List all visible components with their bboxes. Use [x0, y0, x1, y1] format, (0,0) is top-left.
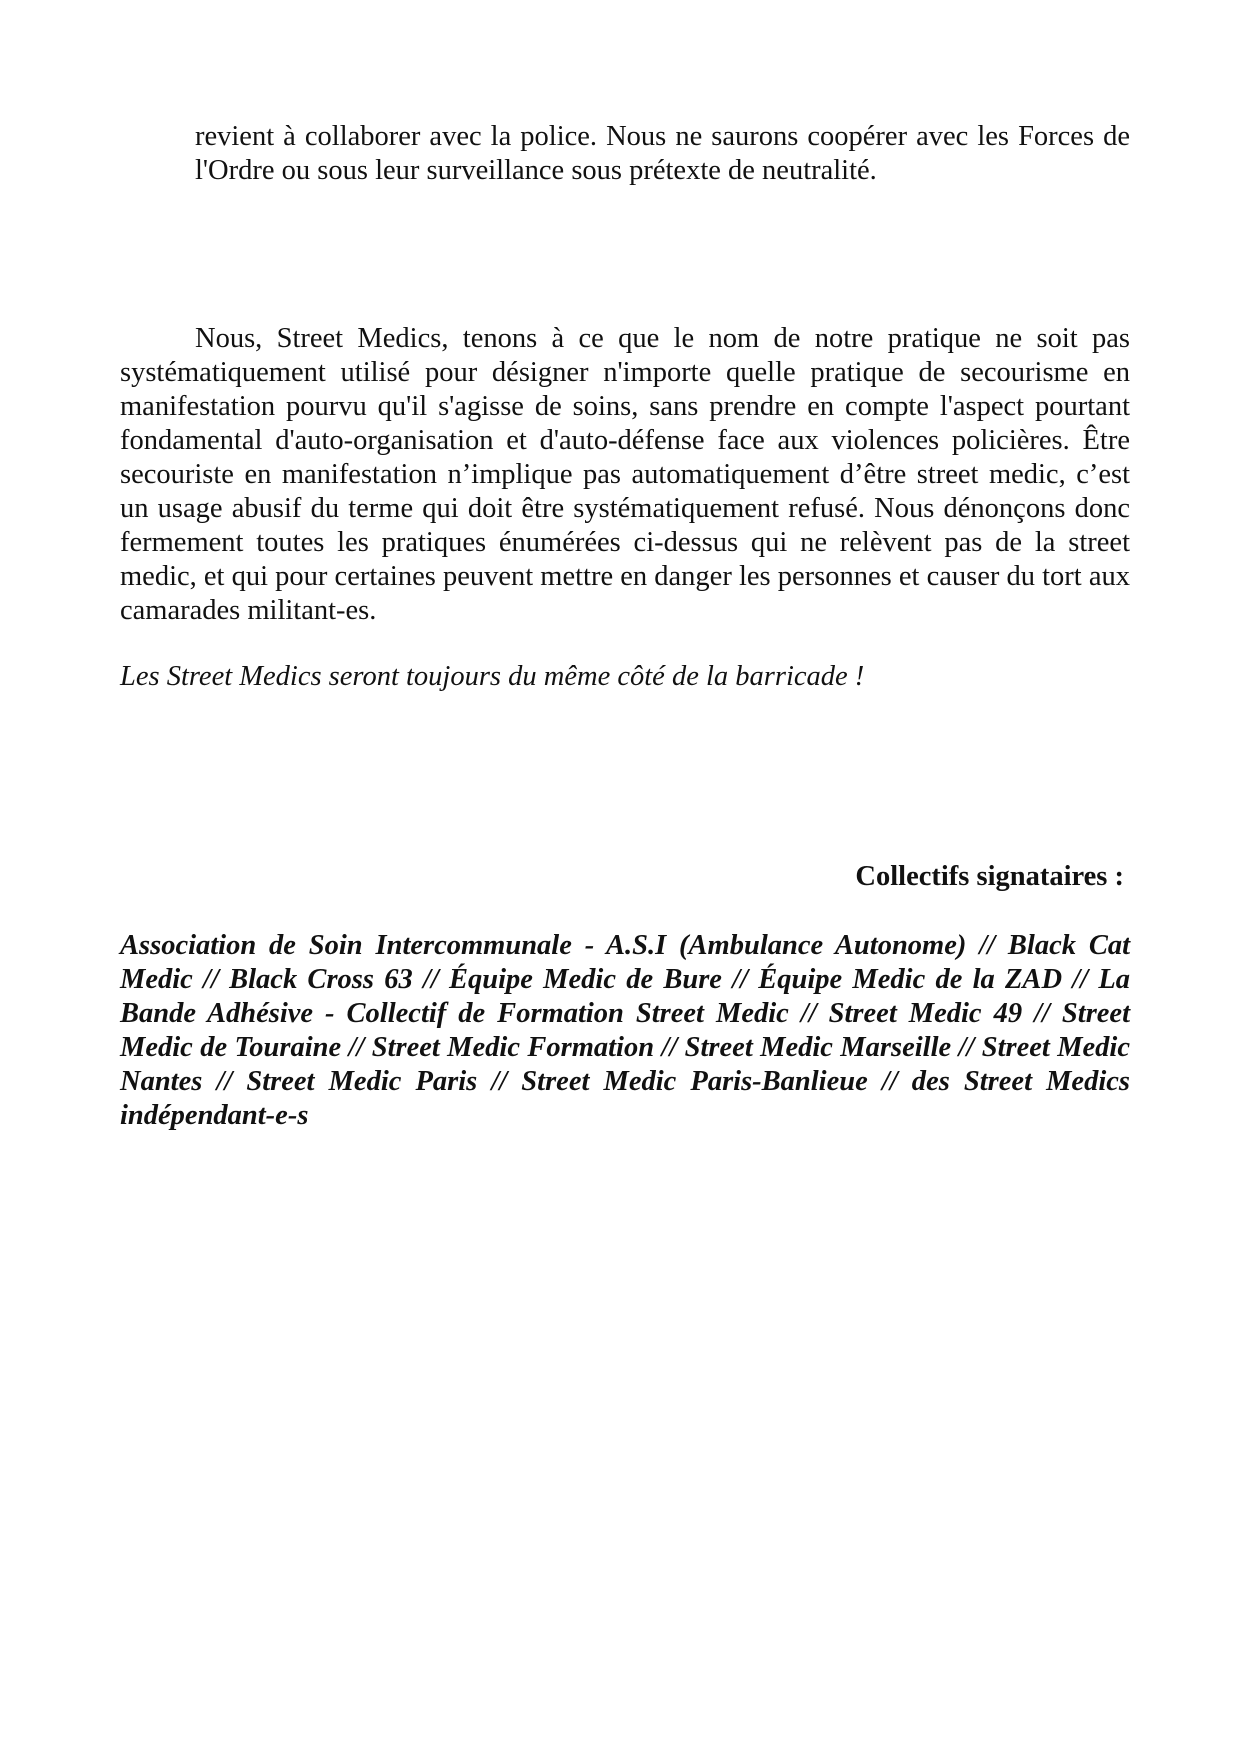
slogan: Les Street Medics seront toujours du même côté de la barricade !	[120, 661, 865, 692]
continuation-paragraph: revient à collaborer avec la police. Nous ne saurons coopérer avec les Forces de l'Ordre ou sous leur surveillance sous prétexte de neutralité.	[195, 121, 1130, 186]
signatories-list: Association de Soin Intercommunale - A.S.I (Ambulance Autonome) // Black Cat Medic // Black Cross 63 // Équipe Medic de Bure // Équipe Medic de la ZAD // La Bande Adhésive - Collectif de Formation Street Medic // Street Medic 49 // Street Medic de Touraine // Street Medic Formation // Street Medic Marseille // Street Medic Nantes // Street Medic Paris // Street Medic Paris-Banlieue // des Street Medics indépendant-e-s	[120, 930, 1130, 1131]
signatories-heading: Collectifs signataires :	[855, 861, 1124, 892]
main-paragraph: Nous, Street Medics, tenons à ce que le nom de notre pratique ne soit pas systématiquement utilisé pour désigner n'importe quelle pratique de secourisme en manifestation pourvu qu'il s'agisse de soins, sans prendre en compte l'aspect pourtant fondamental d'auto-organisation et d'auto-défense face aux violences policières. Être secouriste en manifestation n’implique pas automatiquement d’être street medic, c’est un usage abusif du terme qui doit être systématiquement refusé. Nous dénonçons donc fermement toutes les pratiques énumérées ci-dessus qui ne relèvent pas de la street medic, et qui pour certaines peuvent mettre en danger les personnes et causer du tort aux camarades militant-es.	[120, 323, 1130, 626]
